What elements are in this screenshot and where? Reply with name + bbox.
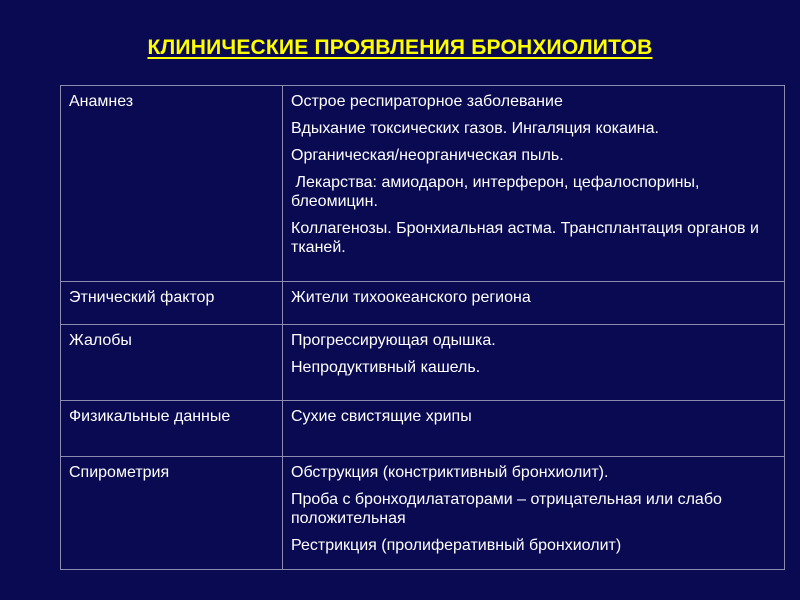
table-row-spirometry (61, 457, 785, 570)
content-line: Проба с бронходилататорами – отрицательная или слабо положительная (291, 491, 722, 527)
content-line: Вдыхание токсических газов. Ингаляция кокаина. (291, 120, 659, 137)
table-row-anamnesis (61, 86, 785, 282)
content-line: Прогрессирующая одышка. (291, 332, 496, 349)
row-content (283, 325, 785, 401)
table-row-physical (61, 401, 785, 457)
table-row-ethnic (61, 282, 785, 325)
row-label: Анамнез (61, 86, 283, 282)
row-content (283, 86, 785, 282)
row-content (283, 457, 785, 570)
clinical-table (60, 85, 785, 570)
row-label: Этнический фактор (61, 282, 283, 325)
content-line: Коллагенозы. Бронхиальная астма. Трансплантация органов и тканей. (291, 220, 759, 256)
table-row-complaints (61, 325, 785, 401)
content-line: Острое респираторное заболевание (291, 93, 563, 110)
content-line: Лекарства: амиодарон, интерферон, цефалоспорины, блеомицин. (291, 174, 704, 210)
content-line: Сухие свистящие хрипы (291, 408, 472, 425)
slide-title: КЛИНИЧЕСКИЕ ПРОЯВЛЕНИЯ БРОНХИОЛИТОВ (147, 36, 653, 59)
content-line: Непродуктивный кашель. (291, 359, 481, 376)
content-line: Рестрикция (пролиферативный бронхиолит) (291, 537, 622, 554)
row-label: Спирометрия (61, 457, 283, 570)
row-content (283, 282, 785, 325)
content-line: Органическая/неорганическая пыль. (291, 147, 564, 164)
row-label: Физикальные данные (61, 401, 283, 457)
content-line: Жители тихоокеанского региона (291, 289, 531, 306)
row-content (283, 401, 785, 457)
row-label: Жалобы (61, 325, 283, 401)
content-line: Обструкция (констриктивный бронхиолит). (291, 464, 609, 481)
